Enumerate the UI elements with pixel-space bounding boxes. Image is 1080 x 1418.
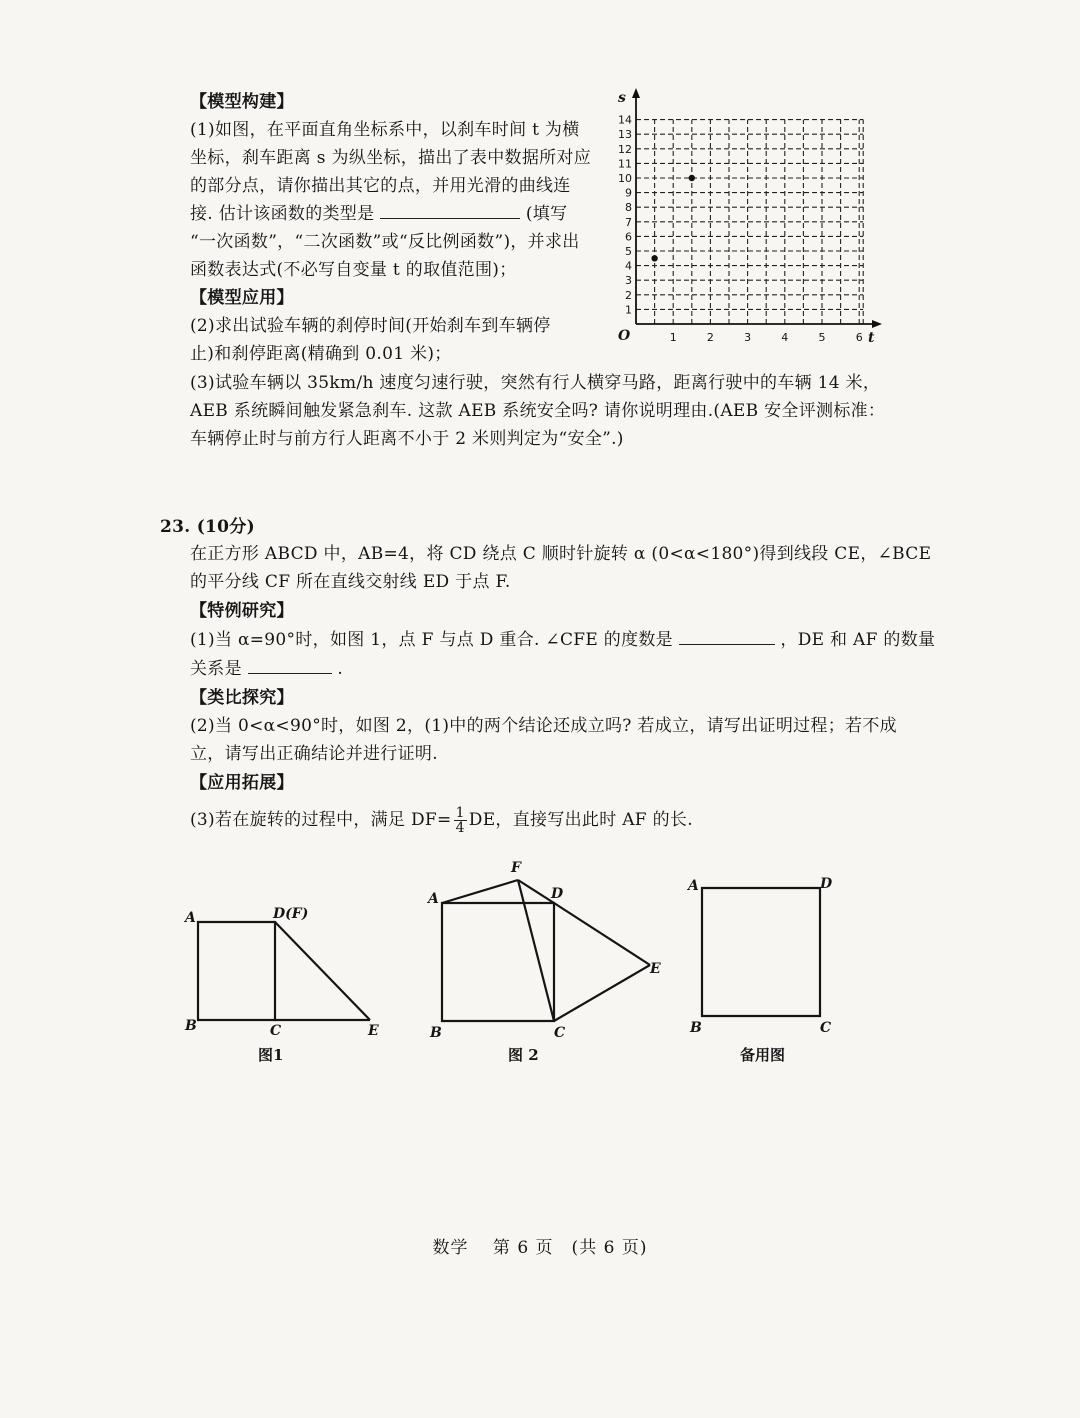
fig2-segment-cf bbox=[518, 880, 554, 1021]
spare-label-b: B bbox=[690, 1020, 702, 1036]
p3-line-2: AEB 系统瞬间触发紧急刹车. 这款 AEB 系统安全吗? 请你说明理由.(AEB 安全评测标准： bbox=[190, 401, 886, 421]
y-tick-label: 6 bbox=[625, 230, 632, 244]
fig2-segment-af bbox=[442, 880, 518, 903]
figure-1 bbox=[180, 900, 390, 1045]
fig1-label-e: E bbox=[368, 1023, 379, 1039]
header-extension: 【应用拓展】 bbox=[190, 773, 294, 793]
header-model-construction: 【模型构建】 bbox=[190, 92, 294, 112]
fig1-caption: 图1 bbox=[258, 1046, 284, 1064]
spare-label-a: A bbox=[688, 878, 699, 894]
fig2-label-b: B bbox=[430, 1025, 442, 1041]
figure-spare bbox=[680, 870, 850, 1045]
x-tick-label: 4 bbox=[781, 331, 789, 344]
q23-p1-text-b: ，DE 和 AF 的数量 bbox=[780, 630, 936, 650]
q23-p3-line bbox=[190, 806, 693, 835]
answer-blank-function-type[interactable] bbox=[380, 200, 520, 219]
fig1-segment-de bbox=[275, 922, 370, 1020]
chart-x-axis-label: t bbox=[868, 330, 875, 346]
data-point bbox=[651, 255, 657, 261]
spare-square bbox=[702, 888, 820, 1016]
fig2-label-e: E bbox=[650, 961, 661, 977]
fig1-square bbox=[198, 922, 275, 1020]
chart-origin-label: O bbox=[618, 328, 631, 344]
p1-line-4-text: 接. 估计该函数的类型是 bbox=[190, 204, 375, 224]
q23-p3-text-b: DE，直接写出此时 AF 的长. bbox=[468, 810, 693, 830]
p3-line-3: 车辆停止时与前方行人距离不小于 2 米则判定为“安全”.) bbox=[190, 429, 624, 449]
y-tick-label: 10 bbox=[618, 172, 632, 185]
fig1-label-b: B bbox=[185, 1018, 197, 1034]
fig1-label-d: D(F) bbox=[273, 906, 309, 922]
q23-p2-line-2: 立，请写出正确结论并进行证明. bbox=[190, 744, 438, 764]
q23-p2-line-1: (2)当 0<α<90°时，如图 2，(1)中的两个结论还成立吗? 若成立，请写出证明过程；若不成 bbox=[190, 716, 897, 736]
fraction-one-quarter: $\frac{1}{4}$ bbox=[455, 805, 465, 836]
x-tick-label: 6 bbox=[855, 331, 863, 344]
y-tick-label: 7 bbox=[625, 215, 632, 229]
y-tick-label: 9 bbox=[625, 186, 632, 200]
q23-intro-line-2: 的平分线 CF 所在直线交射线 ED 于点 F. bbox=[190, 572, 511, 592]
x-tick-label: 1 bbox=[669, 331, 677, 344]
fig2-label-c: C bbox=[554, 1025, 566, 1041]
answer-blank-relation[interactable] bbox=[248, 655, 332, 674]
y-tick-label: 11 bbox=[618, 157, 632, 171]
fig2-square bbox=[442, 903, 554, 1021]
q23-p1-text-c: 关系是 bbox=[190, 659, 242, 679]
fig1-label-a: A bbox=[185, 910, 196, 926]
p1-line-4 bbox=[190, 200, 567, 229]
spare-label-c: C bbox=[820, 1020, 832, 1036]
fig2-label-f: F bbox=[511, 860, 521, 876]
q23-p1-line-2 bbox=[190, 655, 343, 684]
q23-p1-text-a: (1)当 α=90°时，如图 1，点 F 与点 D 重合. ∠CFE 的度数是 bbox=[190, 630, 673, 650]
y-tick-label: 5 bbox=[625, 245, 632, 258]
p2-line-1: (2)求出试验车辆的刹停时间(开始刹车到车辆停 bbox=[190, 316, 551, 336]
fig2-caption: 图 2 bbox=[508, 1046, 539, 1064]
figure-2 bbox=[420, 855, 680, 1045]
p1-line-2: 坐标，刹车距离 s 为纵坐标，描出了表中数据所对应 bbox=[190, 148, 592, 168]
x-axis-arrow bbox=[872, 320, 882, 328]
braking-distance-chart bbox=[600, 84, 890, 354]
fig2-label-a: A bbox=[428, 891, 439, 907]
fig2-label-d: D bbox=[551, 886, 564, 902]
header-special-case: 【特例研究】 bbox=[190, 601, 294, 621]
y-tick-label: 8 bbox=[625, 201, 632, 215]
p2-line-2: 止)和刹停距离(精确到 0.01 米)； bbox=[190, 344, 452, 364]
q23-p1-line-1 bbox=[190, 626, 935, 655]
p1-line-5: “一次函数”，“二次函数”或“反比例函数”)，并求出 bbox=[190, 232, 580, 252]
x-tick-label: 2 bbox=[706, 331, 714, 344]
p3-line-1: (3)试验车辆以 35km/h 速度匀速行驶，突然有行人横穿马路，距离行驶中的车辆 14 米， bbox=[190, 373, 881, 393]
chart-y-axis-label: s bbox=[618, 90, 626, 106]
y-tick-label: 14 bbox=[618, 113, 632, 127]
y-tick-label: 2 bbox=[625, 288, 632, 302]
y-tick-label: 4 bbox=[625, 259, 632, 273]
y-tick-label: 13 bbox=[618, 128, 632, 142]
fig2-segment-de bbox=[554, 903, 650, 965]
y-axis-arrow bbox=[632, 88, 640, 98]
spare-label-d: D bbox=[820, 876, 833, 892]
x-tick-label: 3 bbox=[744, 331, 752, 344]
chart-grid bbox=[636, 120, 863, 324]
p1-line-4-tail: (填写 bbox=[525, 204, 568, 224]
y-tick-label: 1 bbox=[625, 303, 632, 317]
data-point bbox=[689, 175, 695, 181]
p1-line-6: 函数表达式(不必写自变量 t 的取值范围)； bbox=[190, 260, 517, 280]
chart-axes bbox=[632, 88, 882, 328]
spare-figure-caption: 备用图 bbox=[740, 1046, 786, 1064]
y-tick-label: 3 bbox=[625, 274, 632, 288]
x-tick-label: 5 bbox=[818, 331, 826, 344]
fig2-segment-ce bbox=[554, 965, 650, 1021]
fig1-label-c: C bbox=[270, 1023, 282, 1039]
q23-title: 23. (10分) bbox=[160, 517, 255, 537]
p1-line-1: (1)如图，在平面直角坐标系中，以刹车时间 t 为横 bbox=[190, 120, 580, 140]
q23-intro-line-1: 在正方形 ABCD 中，AB=4，将 CD 绕点 C 顺时针旋转 α (0<α<180°)得到线段 CE，∠BCE bbox=[190, 544, 932, 564]
p1-line-3: 的部分点，请你描出其它的点，并用光滑的曲线连 bbox=[190, 176, 571, 196]
q23-p1-text-d: . bbox=[337, 659, 344, 679]
q23-p3-text-a: (3)若在旋转的过程中，满足 DF= bbox=[190, 810, 452, 830]
header-model-application: 【模型应用】 bbox=[190, 288, 294, 308]
answer-blank-angle-cfe[interactable] bbox=[679, 626, 775, 645]
page-footer: 数学 第 6 页 (共 6 页) bbox=[432, 1238, 648, 1258]
header-analogy: 【类比探究】 bbox=[190, 688, 294, 708]
y-tick-label: 12 bbox=[618, 142, 632, 156]
